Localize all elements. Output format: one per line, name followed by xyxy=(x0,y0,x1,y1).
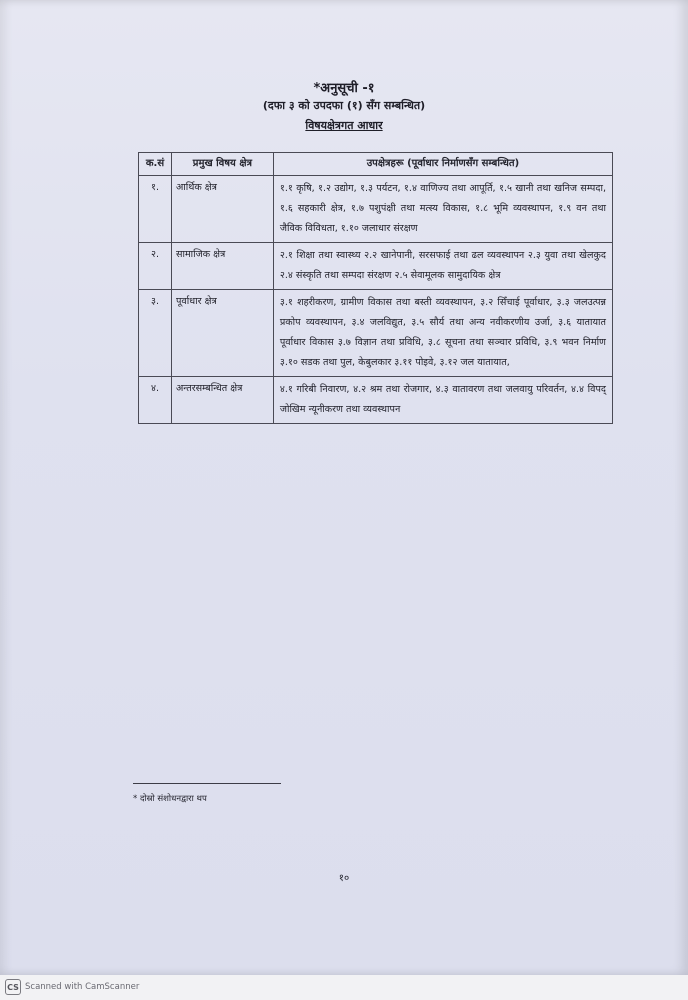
scanner-watermark-bar xyxy=(0,975,688,1000)
annex-subtitle: (दफा ३ को उपदफा (१) सँग सम्बन्धित) xyxy=(262,99,426,112)
header-main-sector: प्रमुख विषय क्षेत्र xyxy=(171,153,273,176)
row-subsectors: १.१ कृषि, १.२ उद्योग, १.३ पर्यटन, १.४ वाणिज्य तथा आपूर्ति, १.५ खानी तथा खनिज सम्पदा, १.६ सहकारी क्षेत्र, १.७ पशुपंक्षी तथा मत्स्य विकास, १.८ भूमि व्यवस्थापन, १.९ वन तथा जैविक विविधता, १.१० जलाधार संरक्षण xyxy=(273,176,612,243)
row-serial: १. xyxy=(139,176,172,243)
camscanner-logo-icon: CS xyxy=(5,979,21,995)
table-header-row xyxy=(139,153,613,176)
row-subsectors: ४.१ गरिबी निवारण, ४.२ श्रम तथा रोजगार, ४.३ वातावरण तथा जलवायु परिवर्तन, ४.४ विपद् जोखिम न्यूनीकरण तथा व्यवस्थापन xyxy=(273,377,612,424)
footnote-divider xyxy=(133,783,281,784)
row-sector: आर्थिक क्षेत्र xyxy=(171,176,273,243)
header-subsectors: उपक्षेत्रहरू (पूर्वाधार निर्माणसँग सम्बन्धित) xyxy=(273,153,612,176)
scanner-label: Scanned with CamScanner xyxy=(25,982,140,992)
page-number: १० xyxy=(338,873,350,884)
subject-area-table xyxy=(138,152,613,424)
row-serial: ३. xyxy=(139,290,172,377)
row-serial: २. xyxy=(139,243,172,290)
table-row xyxy=(139,290,613,377)
row-sector: अन्तरसम्बन्धित क्षेत्र xyxy=(171,377,273,424)
header-serial: क.सं xyxy=(139,153,172,176)
table-row xyxy=(139,176,613,243)
footnote: * दोस्रो संशोधनद्वारा थप xyxy=(133,794,207,804)
annex-title: *अनुसूची -१ xyxy=(313,81,375,96)
annex-basis-heading: विषयक्षेत्रगत आधार xyxy=(305,119,383,132)
row-sector: सामाजिक क्षेत्र xyxy=(171,243,273,290)
row-subsectors: २.१ शिक्षा तथा स्वास्थ्य २.२ खानेपानी, सरसफाई तथा ढल व्यवस्थापन २.३ युवा तथा खेलकुद २.४ संस्कृति तथा सम्पदा संरक्षण २.५ सेवामूलक सामुदायिक क्षेत्र xyxy=(273,243,612,290)
table-row xyxy=(139,243,613,290)
row-sector: पूर्वाधार क्षेत्र xyxy=(171,290,273,377)
table-row xyxy=(139,377,613,424)
row-subsectors: ३.१ शहरीकरण, ग्रामीण विकास तथा बस्ती व्यवस्थापन, ३.२ सिँचाई पूर्वाधार, ३.३ जलउत्पन्न प्रकोप व्यवस्थापन, ३.४ जलविद्युत, ३.५ सौर्य तथा अन्य नवीकरणीय उर्जा, ३.६ यातायात पूर्वाधार विकास ३.७ विज्ञान तथा प्रविधि, ३.८ सूचना तथा सञ्चार प्रविधि, ३.९ भवन निर्माण ३.१० सडक तथा पुल, केबुलकार ३.११ पोइवे, ३.१२ जल यातायात, xyxy=(273,290,612,377)
row-serial: ४. xyxy=(139,377,172,424)
